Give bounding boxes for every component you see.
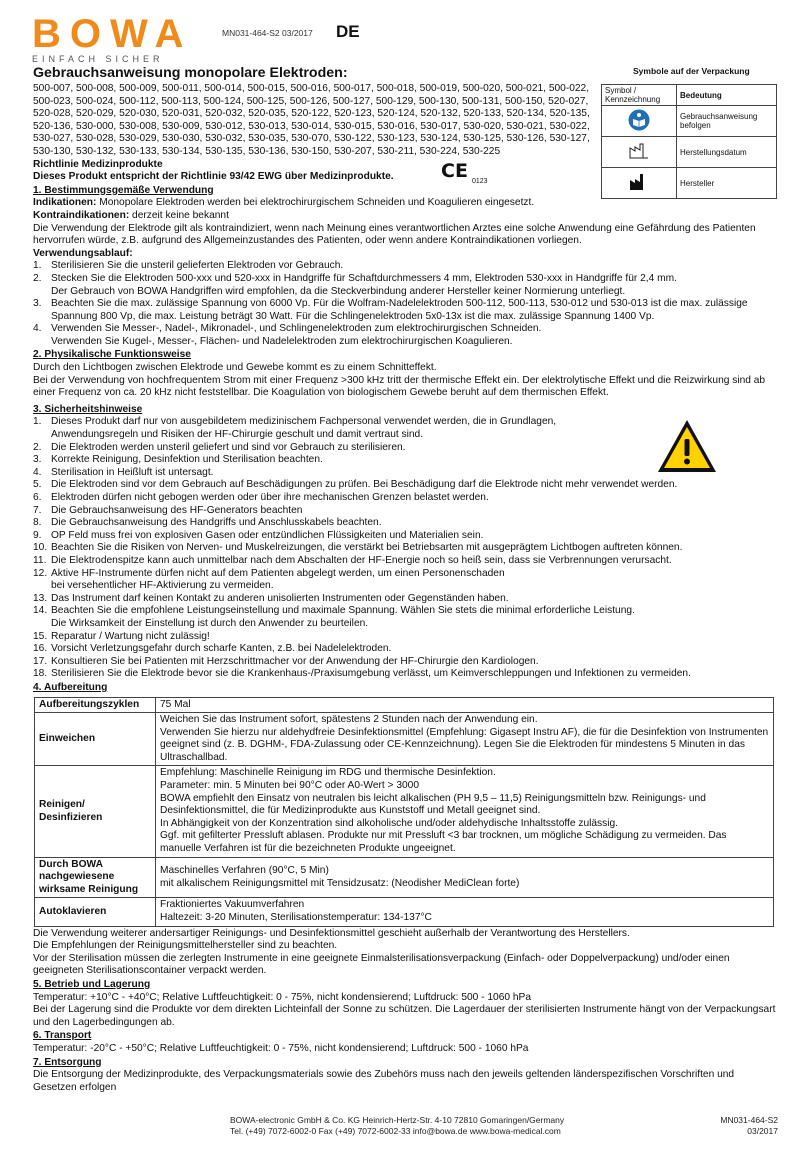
paragraph: Bei der Lagerung sind die Produkte vor dem direkten Lichteinfall der Sonne zu schützen. Die Lagerdauer der sterilisierten Instrumente hängt von der Verpackungsart und den Lagerbedingungen ab.	[33, 1004, 776, 1028]
logo-word: BOWA	[32, 12, 193, 56]
section-heading: 7. Entsorgung	[33, 1056, 102, 1068]
usage-steps	[33, 260, 778, 348]
indications	[33, 197, 778, 210]
list-item: 1. Sterilisieren Sie die unsteril gelieferten Elektroden vor Gebrauch.	[33, 260, 344, 272]
symbols-col-symbol: Symbol / Kennzeichnung	[602, 85, 677, 106]
doc-number: MN031-464-S2 03/2017	[222, 28, 313, 38]
list-item: 15. Reparatur / Wartung nicht zulässig!	[33, 630, 210, 642]
safety-list	[33, 416, 778, 680]
list-item: 16. Vorsicht Verletzungsgefahr durch scharfe Kanten, z.B. bei Nadelelektroden.	[33, 643, 392, 655]
contraindications-label: Kontraindikationen:	[33, 209, 130, 221]
directive-heading: Richtlinie Medizinprodukte	[33, 158, 163, 170]
contraindications-text: derzeit keine bekannt	[129, 209, 229, 221]
table-cell: Empfehlung: Maschinelle Reinigung im RDG und thermische Desinfektion. Parameter: min. 5 Minuten bei 90°C oder A0-Wert > 3000 BOWA empfiehlt den Einsatz von neutralen bis leicht alkalischen (PH 9,5 – 11,5) Reinigungsmitteln bzw. Reinigungs- und Desinfektionsmittel, die für Medizinprodukte aus Kunststoff und Metall geeignet sind. In Abhängigkeit von der Konzentration sind alkoholische und/oder aldehydische Inhaltsstoffe zulässig. Ggf. mit gefilterter Pressluft ablasen. Produkte nur mit Pressluft <3 bar trocknen, um mögliche Schädigung zu vermeiden. Das manuelle Verfahren ist für die bezeichneten Produkte ungeeignet.	[156, 766, 774, 857]
list-item: 5. Die Elektroden sind vor dem Gebrauch auf Beschädigungen zu prüfen. Bei Beschädigung darf die Elektrode nicht mehr verwendet werden.	[33, 479, 678, 491]
section-heading: 1. Bestimmungsgemäße Verwendung	[33, 184, 214, 196]
table-cell: Fraktioniertes Vakuumverfahren Haltezeit: 3-20 Minuten, Sterilisationstemperatur: 134-137°C	[156, 898, 774, 926]
table-cell: Weichen Sie das Instrument sofort, spätestens 2 Stunden nach der Anwendung ein. Verwenden Sie hierzu nur aldehydfreie Desinfektionsmittel (Empfehlung: Gigasept Instru AF), die für die Desinfektion von Instrumenten geeignet sind (z. B. DGHM-, FDA-Zulassung oder CE-Kennzeichnung). Legen Sie die Elektroden für mindestens 5 Minuten in das Ultraschallbad.	[156, 713, 774, 766]
table-row-label: Autoklavieren	[35, 898, 156, 926]
table-cell: Maschinelles Verfahren (90°C, 5 Min) mit alkalischem Reinigungsmittel mit Tensidzusatz: (Neodisher MediClean forte)	[156, 857, 774, 898]
language-code: DE	[336, 22, 360, 41]
table-row-label: Reinigen/ Desinfizieren	[35, 766, 156, 857]
paragraph: Die Entsorgung der Medizinprodukte, des Verpackungsmaterials sowie des Zubehörs muss nach den jeweils geltenden länderspezifischen Vorschriften und Gesetzen erfolgen	[33, 1069, 735, 1093]
list-item: 14. Beachten Sie die empfohlene Leistungseinstellung und maximale Spannung. Wählen Sie stets die minimal erforderliche Leistung. Die Wirksamkeit der Einstellung ist durch den Anwender zu beurteilen.	[33, 605, 635, 629]
usage-paragraph: Die Verwendung der Elektrode gilt als kontraindiziert, wenn nach Meinung eines verantwortlichen Arztes eine solche Anwendung eine Gefährdung des Patienten hervorrufen würde, z.B. aufgrund des Allgemeinzustandes des Patienten, oder wenn andere Kontraindikationen vorliegen.	[33, 222, 756, 247]
table-row	[35, 766, 774, 857]
paragraph: Bei der Verwendung von hochfrequentem Strom mit einer Frequenz >300 kHz tritt der thermische Effekt ein. Der elektrolytische Effekt und die Reizwirkung sind ab einer Frequenz von ca. 20 kHz nicht feststellbar. Die Koagulation von biologischem Gewebe beruht auf dem thermischen Effekt.	[33, 374, 766, 399]
section-heading: 3. Sicherheitshinweise	[33, 403, 143, 415]
paragraph: Durch den Lichtbogen zwischen Elektrode und Gewebe kommt es zu einem Schnitteffekt.	[33, 362, 437, 374]
contraindications	[33, 210, 778, 223]
footer-doc-number: MN031-464-S2	[720, 1115, 778, 1125]
footer-docinfo	[720, 1115, 778, 1137]
paragraph: Vor der Sterilisation müssen die zerlegten Instrumente in eine geeignete Einmalsterilisationsverpackung (Einfach- oder Doppelverpackung) und/oder einen geeigneten Sterilisationscontainer verpackt werden.	[33, 952, 730, 977]
paragraph: Die Verwendung weiterer andersartiger Reinigungs- und Desinfektionsmittel geschieht außerhalb der Verantwortung des Herstellers.	[33, 927, 630, 939]
logo-tagline: EINFACH SICHER	[32, 54, 164, 64]
list-item: 17. Konsultieren Sie bei Patienten mit Herzschrittmacher vor der Anwendung der HF-Chirurgie den Kardiologen.	[33, 655, 539, 667]
symbol-meaning: Hersteller	[677, 168, 777, 199]
paragraph: Temperatur: +10°C - +40°C; Relative Luftfeuchtigkeit: 0 - 75%, nicht kondensierend; Luftdruck: 500 - 1060 hPa	[33, 991, 531, 1003]
symbol-meaning: Gebrauchsanweisung befolgen	[677, 106, 777, 137]
article-numbers: 500-007, 500-008, 500-009, 500-011, 500-014, 500-015, 500-016, 500-017, 500-018, 500-019, 500-020, 500-021, 500-022, 500-023, 500-024, 500-112, 500-113, 500-124, 500-125, 500-126, 500-127, 500-129, 500-130, 500-131, 500-150, 520-027, 520-028, 520-029, 520-030, 520-031, 520-032, 520-035, 520-122, 520-123, 520-124, 520-132, 520-133, 520-134, 520-135, 520-136, 530-000, 530-008, 530-009, 530-012, 530-013, 530-014, 530-015, 530-016, 530-017, 530-020, 530-021, 530-022, 530-027, 530-028, 530-029, 530-030, 530-032, 530-035, 530-070, 530-122, 530-123, 530-124, 530-125, 530-126, 530-127, 530-130, 530-132, 530-133, 530-134, 530-135, 530-136, 530-150, 530-207, 530-211, 530-224, 530-225	[33, 83, 590, 157]
table-row-label: Aufbereitungszyklen	[35, 697, 156, 713]
usage-procedure-heading: Verwendungsablauf:	[33, 247, 133, 259]
ce-mark: CE	[441, 160, 468, 183]
reprocessing-table	[34, 697, 774, 927]
footer-company: BOWA-electronic GmbH & Co. KG Heinrich-Hertz-Str. 4-10 72810 Gomaringen/Germany	[230, 1115, 565, 1125]
bowa-logo	[32, 14, 192, 64]
section-heading: 4. Aufbereitung	[33, 681, 108, 693]
list-item: 10. Beachten Sie die Risiken von Nerven- und Muskelreizungen, die verstärkt bei Betriebsarten mit ausgeprägtem Lichtbogen auftreten können.	[33, 542, 683, 554]
safety-section	[33, 416, 778, 680]
document-body	[33, 64, 778, 1094]
table-cell: 75 Mal	[156, 697, 774, 713]
list-item: 2. Stecken Sie die Elektroden 500-xxx und 520-xxx in Handgriffe für Schaftdurchmessers 4 mm, Elektroden 530-xxx in Handgriffe für 2,4 mm. Der Gebrauch von BOWA Handgriffen wird empfohlen, da die Steckverbindung anderer Hersteller keiner Normierung unterliegt.	[33, 272, 677, 297]
section-heading: 6. Transport	[33, 1030, 92, 1042]
list-item: 8. Die Gebrauchsanweisung des Handgriffs und Anschlusskabels beachten.	[33, 517, 382, 529]
footer-address	[230, 1115, 564, 1137]
indications-text: Monopolare Elektroden werden bei elektrochirurgischem Schneiden und Koagulieren eingesetzt.	[96, 197, 535, 209]
table-row	[35, 898, 774, 926]
symbol-meaning: Herstellungsdatum	[677, 137, 777, 168]
footer-date: 03/2017	[747, 1126, 778, 1136]
list-item: 7. Die Gebrauchsanweisung des HF-Generators beachten	[33, 504, 303, 516]
footer-contact: Tel. (+49) 7072-6002-0 Fax (+49) 7072-6002-33 info@bowa.de www.bowa-medical.com	[230, 1126, 561, 1136]
ce-number: 0123	[472, 178, 488, 186]
paragraph: Die Empfehlungen der Reinigungsmittelhersteller sind zu beachten.	[33, 940, 338, 952]
list-item: 1. Dieses Produkt darf nur von ausgebildetem medizinischem Fachpersonal verwendet werden, die in Grundlagen, Anwendungsregeln und Risiken der HF-Chirurgie geschult und damit vertraut sind.	[33, 416, 557, 441]
list-item: 11. Die Elektrodenspitze kann auch unmittelbar nach dem Abschalten der HF-Energie noch so heiß sein, dass sie Verbrennungen verursacht.	[33, 554, 672, 566]
list-item: 3. Beachten Sie die max. zulässige Spannung von 6000 Vp. Für die Wolfram-Nadelelektroden 500-112, 500-113, 530-012 und 530-013 ist die max. zulässige Spannung 800 Vp, die max. Leistung beträgt 30 Watt. Für die Schlingenelektroden 5x0-13x ist die max. zulässige Spannung 1400 Vp.	[33, 298, 748, 322]
section-heading: 2. Physikalische Funktionsweise	[33, 349, 191, 361]
section-heading: 5. Betrieb und Lagerung	[33, 978, 151, 990]
list-item: 18. Sterilisieren Sie die Elektrode bevor sie die Krankenhaus-/Praxisumgebung verlässt, um Keimverschleppungen und Infektionen zu vermeiden.	[33, 668, 691, 680]
indications-label: Indikationen:	[33, 197, 97, 209]
list-item: 13. Das Instrument darf keinen Kontakt zu anderen unisolierten Instrumenten oder Gegenständen haben.	[33, 592, 509, 604]
list-item: 4. Sterilisation in Heißluft ist untersagt.	[33, 466, 214, 478]
paragraph: Temperatur: -20°C - +50°C; Relative Luftfeuchtigkeit: 0 - 75%, nicht kondensierend; Luftdruck: 500 - 1060 hPa	[33, 1042, 529, 1054]
directive-text: Dieses Produkt entspricht der Richtlinie 93/42 EWG über Medizinprodukte.	[33, 171, 394, 183]
list-item: 3. Korrekte Reinigung, Desinfektion und Sterilisation beachten.	[33, 454, 323, 466]
table-row	[35, 713, 774, 766]
symbols-title: Symbole auf der Verpackung	[633, 66, 750, 76]
list-item: 12. Aktive HF-Instrumente dürfen nicht auf dem Patienten abgelegt werden, um einen Personenschaden bei versehentlicher HF-Aktivierung zu vermeiden.	[33, 567, 505, 592]
list-item: 2. Die Elektroden werden unsteril geliefert und sind vor Gebrauch zu sterilisieren.	[33, 441, 406, 453]
table-row	[35, 697, 774, 713]
symbols-col-meaning: Bedeutung	[677, 85, 777, 106]
table-row-label: Durch BOWA nachgewiesene wirksame Reinigung	[35, 857, 156, 898]
page-title: Gebrauchsanweisung monopolare Elektroden:	[33, 65, 348, 81]
table-row-label: Einweichen	[35, 713, 156, 766]
table-row	[35, 857, 774, 898]
list-item: 6. Elektroden dürfen nicht gebogen werden oder über ihre mechanischen Grenzen belastet werden.	[33, 492, 489, 503]
list-item: 4. Verwenden Sie Messer-, Nadel-, Mikronadel-, und Schlingenelektroden zum elektrochirurgischen Schneiden. Verwenden Sie Kugel-, Messer-, Flächen- und Nadelelektroden zum elektrochirurgischen Koagulieren.	[33, 323, 542, 347]
list-item: 9. OP Feld muss frei von explosiven Gasen oder entzündlichen Flüssigkeiten und Materialien sein.	[33, 529, 484, 541]
